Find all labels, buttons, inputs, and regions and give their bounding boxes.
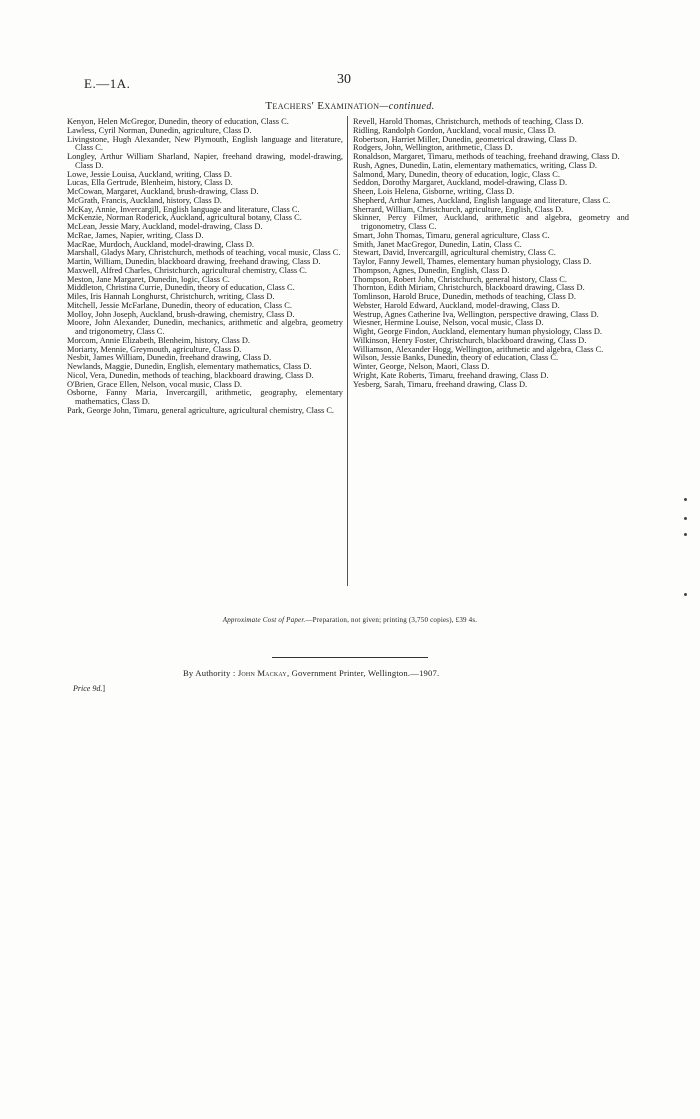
list-entry: Middleton, Christina Currie, Dunedin, theory of education, Class C. (67, 283, 295, 293)
list-entry: Thompson, Agnes, Dunedin, English, Class D. (353, 265, 510, 275)
list-entry: Kenyon, Helen McGregor, Dunedin, theory of education, Class C. (67, 117, 289, 126)
section-title (0, 100, 700, 112)
list-entry: Rush, Agnes, Dunedin, Latin, elementary mathematics, writing, Class D. (353, 160, 597, 170)
cost-of-paper-note (0, 616, 700, 624)
left-column (67, 118, 343, 416)
footer-rule (272, 657, 428, 658)
list-entry: Westrup, Agnes Catherine Iva, Wellington, perspective drawing, Class D. (353, 309, 599, 319)
list-entry: McKay, Annie, Invercargill, English language and literature, Class C. (67, 204, 300, 214)
list-entry: Thornton, Edith Miriam, Christchurch, blackboard drawing, Class D. (353, 283, 585, 293)
list-entry: McRae, James, Napier, writing, Class D. (67, 230, 204, 240)
list-entry: Moore, John Alexander, Dunedin, mechanics, arithmetic and algebra, geometry and trigonometry, Class C. (67, 318, 343, 336)
list-entry: McKenzie, Norman Roderick, Auckland, agricultural botany, Class C. (67, 213, 302, 223)
list-entry: Rodgers, John, Wellington, arithmetic, Class D. (353, 143, 513, 153)
list-entry: Ridling, Randolph Gordon, Auckland, vocal music, Class D. (353, 125, 556, 135)
list-entry: McCowan, Margaret, Auckland, brush-drawing, Class D. (67, 187, 259, 196)
cost-label: Approximate Cost of Paper. (222, 616, 306, 624)
section-title-main: Teachers' Examination (265, 100, 380, 112)
list-entry: Salmond, Mary, Dunedin, theory of education, logic, Class C. (353, 169, 560, 179)
list-entry: Marshall, Gladys Mary, Christchurch, methods of teaching, vocal music, Class C. (67, 248, 341, 258)
margin-dot (684, 517, 687, 520)
right-column (353, 118, 629, 389)
list-entry: Maxwell, Alfred Charles, Christchurch, agricultural chemistry, Class C. (67, 265, 307, 275)
list-entry: Revell, Harold Thomas, Christchurch, methods of teaching, Class D. (353, 117, 584, 126)
printer-name: John Mackay, (237, 668, 290, 678)
list-entry: Wight, George Findon, Auckland, elementary human physiology, Class D. (353, 327, 603, 336)
list-entry: McLean, Jessie Mary, Auckland, model-drawing, Class D. (67, 222, 263, 231)
list-entry: Martin, William, Dunedin, blackboard drawing, freehand drawing, Class D. (67, 257, 321, 266)
list-entry: Moriarty, Mennie, Greymouth, agriculture, Class D. (67, 344, 242, 354)
list-entry: Wilkinson, Henry Foster, Christchurch, blackboard drawing, Class D. (353, 335, 587, 345)
list-entry: Miles, Iris Hannah Longhurst, Christchurch, writing, Class D. (67, 292, 275, 301)
column-divider (347, 116, 348, 586)
list-entry: Yesberg, Sarah, Timaru, freehand drawing, Class D. (353, 379, 528, 389)
list-entry: Lucas, Ella Gertrude, Blenheim, history, Class D. (67, 178, 233, 188)
list-entry: Wiesner, Hermine Louise, Nelson, vocal music, Class D. (353, 318, 544, 328)
authority-suffix: Government Printer, Wellington.—1907. (291, 668, 440, 678)
list-entry: Sheen, Lois Helena, Gisborne, writing, Class D. (353, 187, 515, 196)
list-entry: Tomlinson, Harold Bruce, Dunedin, methods of teaching, Class D. (353, 292, 576, 301)
list-entry: Robertson, Harriet Miller, Dunedin, geometrical drawing, Class D. (353, 134, 577, 144)
list-entry: Shepherd, Arthur James, Auckland, English language and literature, Class C. (353, 195, 611, 205)
list-entry: Thompson, Robert John, Christchurch, general history, Class C. (353, 274, 567, 284)
margin-dot (684, 593, 687, 596)
price-bracket: ] (102, 684, 105, 693)
list-entry: Seddon, Dorothy Margaret, Auckland, model-drawing, Class D. (353, 178, 568, 188)
list-entry: Taylor, Fanny Jewell, Thames, elementary human physiology, Class D. (353, 257, 592, 266)
list-entry: Meston, Jane Margaret, Dunedin, logic, Class C. (67, 274, 230, 284)
list-entry: Livingstone, Hugh Alexander, New Plymouth, English language and literature, Class C. (67, 134, 343, 153)
list-entry: McGrath, Francis, Auckland, history, Class D. (67, 195, 222, 205)
list-entry: Lawless, Cyril Norman, Dunedin, agriculture, Class D. (67, 125, 252, 135)
margin-dot (684, 533, 687, 536)
list-entry: Sherrard, William, Christchurch, agriculture, English, Class D. (353, 204, 564, 214)
list-entry: Longley, Arthur William Sharland, Napier, freehand drawing, model-drawing, Class D. (67, 152, 343, 170)
list-entry: Nesbit, James William, Dunedin, freehand drawing, Class D. (67, 353, 272, 363)
list-entry: Skinner, Percy Filmer, Auckland, arithmetic and algebra, geometry and trigonometry, Class C. (353, 213, 629, 231)
list-entry: Webster, Harold Edward, Auckland, model-drawing, Class D. (353, 300, 560, 310)
cost-text: —Preparation, not given; printing (3,750 copies), £39 4s. (305, 616, 478, 624)
list-entry: O'Brien, Grace Ellen, Nelson, vocal music, Class D. (67, 379, 243, 389)
page-number: 30 (337, 72, 351, 87)
authority-line (183, 668, 439, 678)
price-label: Price 9d. (73, 684, 103, 693)
list-entry: Wilson, Jessie Banks, Dunedin, theory of education, Class C. (353, 353, 559, 363)
list-entry: Lowe, Jessie Louisa, Auckland, writing, Class D. (67, 169, 232, 179)
list-entry: Williamson, Alexander Hogg, Wellington, arithmetic and algebra, Class C. (353, 344, 604, 354)
margin-dot (684, 498, 687, 501)
list-entry: Park, George John, Timaru, general agriculture, agricultural chemistry, Class C. (67, 405, 335, 415)
document-reference: E.—1A. (84, 76, 131, 91)
list-entry: Smart, John Thomas, Timaru, general agriculture, Class C. (353, 230, 550, 240)
list-entry: Nicol, Vera, Dunedin, methods of teaching, blackboard drawing, Class D. (67, 370, 314, 380)
section-title-continued: —continued. (379, 101, 435, 112)
list-entry: Newlands, Maggie, Dunedin, English, elementary mathematics, Class D. (67, 362, 312, 371)
list-entry: Wright, Kate Roberts, Timaru, freehand drawing, Class D. (353, 370, 549, 380)
list-entry: Winter, George, Nelson, Maori, Class D. (353, 362, 490, 371)
list-entry: Morcom, Annie Elizabeth, Blenheim, history, Class D. (67, 335, 250, 345)
list-entry: Osborne, Fanny Maria, Invercargill, arithmetic, geography, elementary mathematics, Class D. (67, 388, 343, 406)
list-entry: MacRae, Murdoch, Auckland, model-drawing, Class D. (67, 239, 255, 249)
list-entry: Mitchell, Jessie McFarlane, Dunedin, theory of education, Class C. (67, 300, 292, 310)
price (73, 684, 105, 693)
list-entry: Ronaldson, Margaret, Timaru, methods of teaching, freehand drawing, Class D. (353, 152, 620, 161)
list-entry: Smith, Janet MacGregor, Dunedin, Latin, Class C. (353, 239, 522, 249)
list-entry: Stewart, David, Invercargill, agricultural chemistry, Class C. (353, 248, 556, 258)
list-entry: Molloy, John Joseph, Auckland, brush-drawing, chemistry, Class D. (67, 309, 295, 319)
authority-prefix: By Authority : (183, 668, 236, 678)
